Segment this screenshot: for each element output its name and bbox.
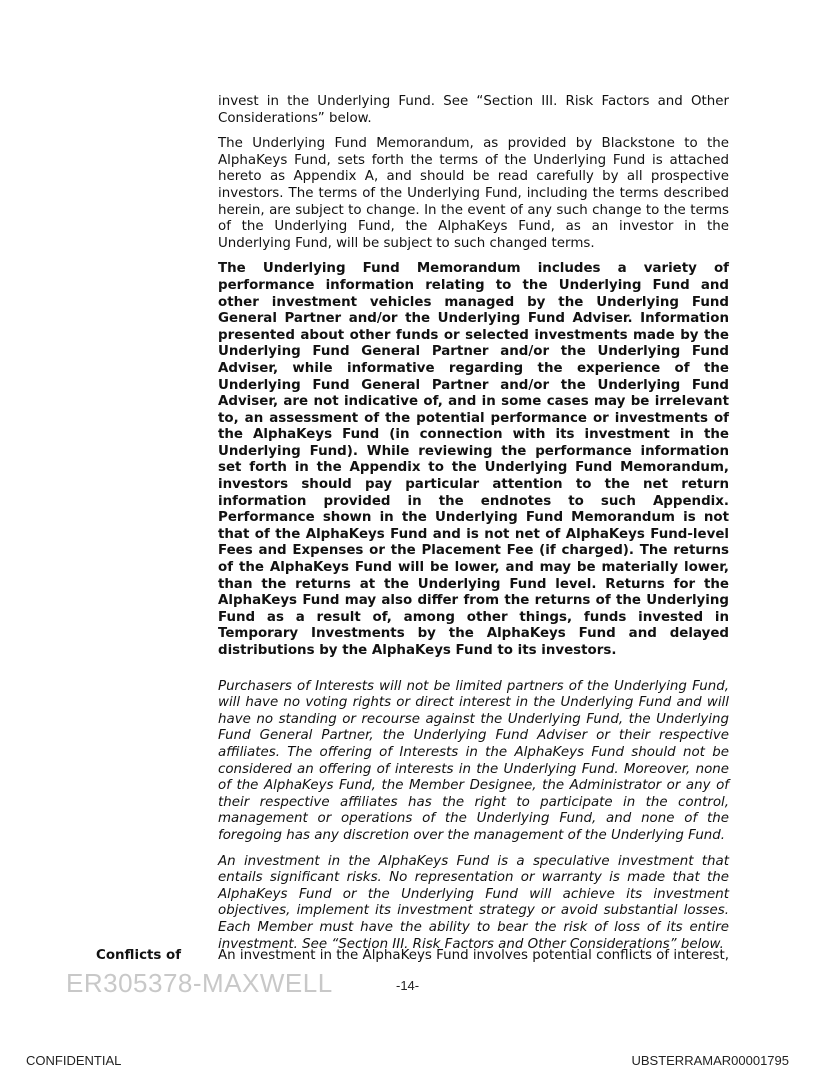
body-text [218, 94, 729, 962]
footer-confidential: CONFIDENTIAL [26, 1053, 122, 1068]
page-number: -14- [396, 978, 420, 993]
paragraph-6: An investment in the AlphaKeys Fund involves potential conflicts of interest, [218, 948, 729, 963]
paragraph-5-italic: An investment in the AlphaKeys Fund is a speculative investment that entails significant risks. No representation or warranty is made that the AlphaKeys Fund or the Underlying Fund will achieve its investment objectives, implement its investment strategy or avoid substantial losses. Each Member must have the ability to bear the risk of loss of its entire investment. See “Section III. Risk Factors and Other Considerations” below. [218, 853, 729, 952]
paragraph-1: invest in the Underlying Fund. See “Section III. Risk Factors and Other Considerations” below. [218, 94, 729, 126]
watermark: ER305378-MAXWELL [66, 968, 333, 998]
paragraph-4-italic: Purchasers of Interests will not be limited partners of the Underlying Fund, will have no voting rights or direct interest in the Underlying Fund and will have no standing or recourse against the Underlying Fund, the Underlying Fund General Partner, the Underlying Fund Adviser or their respective affiliates. The offering of Interests in the AlphaKeys Fund should not be considered an offering of interests in the Underlying Fund. Moreover, none of the AlphaKeys Fund, the Member Designee, the Administrator or any of their respective affiliates has the right to participate in the control, management or operations of the Underlying Fund, and none of the foregoing has any discretion over the management of the Underlying Fund. [218, 678, 729, 843]
footer-bates-number: UBSTERRAMAR00001795 [631, 1053, 789, 1068]
paragraph-2: The Underlying Fund Memorandum, as provided by Blackstone to the AlphaKeys Fund, sets forth the terms of the Underlying Fund is attached hereto as Appendix A, and should be read carefully by all prospective investors. The terms of the Underlying Fund, including the terms described herein, are subject to change. In the event of any such change to the terms of the Underlying Fund, the AlphaKeys Fund, as an investor in the Underlying Fund, will be subject to such changed terms. [218, 136, 729, 251]
side-heading-conflicts: Conflicts of [96, 948, 182, 963]
paragraph-3-bold: The Underlying Fund Memorandum includes a variety of performance information relating to the Underlying Fund and other investment vehicles managed by the Underlying Fund General Partner and/or the Underlying Fund Adviser. Information presented about other funds or selected investments made by the Underlying Fund General Partner and/or the Underlying Fund Adviser, while informative regarding the experience of the Underlying Fund General Partner and/or the Underlying Fund Adviser, are not indicative of, and in some cases may be irrelevant to, an assessment of the potential performance or investments of the AlphaKeys Fund (in connection with its investment in the Underlying Fund). While reviewing the performance information set forth in the Appendix to the Underlying Fund Memorandum, investors should pay particular attention to the net return information provided in the endnotes to such Appendix. Performance shown in the Underlying Fund Memorandum is not that of the AlphaKeys Fund and is not net of AlphaKeys Fund-level Fees and Expenses or the Placement Fee (if charged). The returns of the AlphaKeys Fund will be lower, and may be materially lower, than the returns at the Underlying Fund level. Returns for the AlphaKeys Fund may also differ from the returns of the Underlying Fund as a result of, among other things, funds invested in Temporary Investments by the AlphaKeys Fund and delayed distributions by the AlphaKeys Fund to its investors. [218, 261, 729, 658]
